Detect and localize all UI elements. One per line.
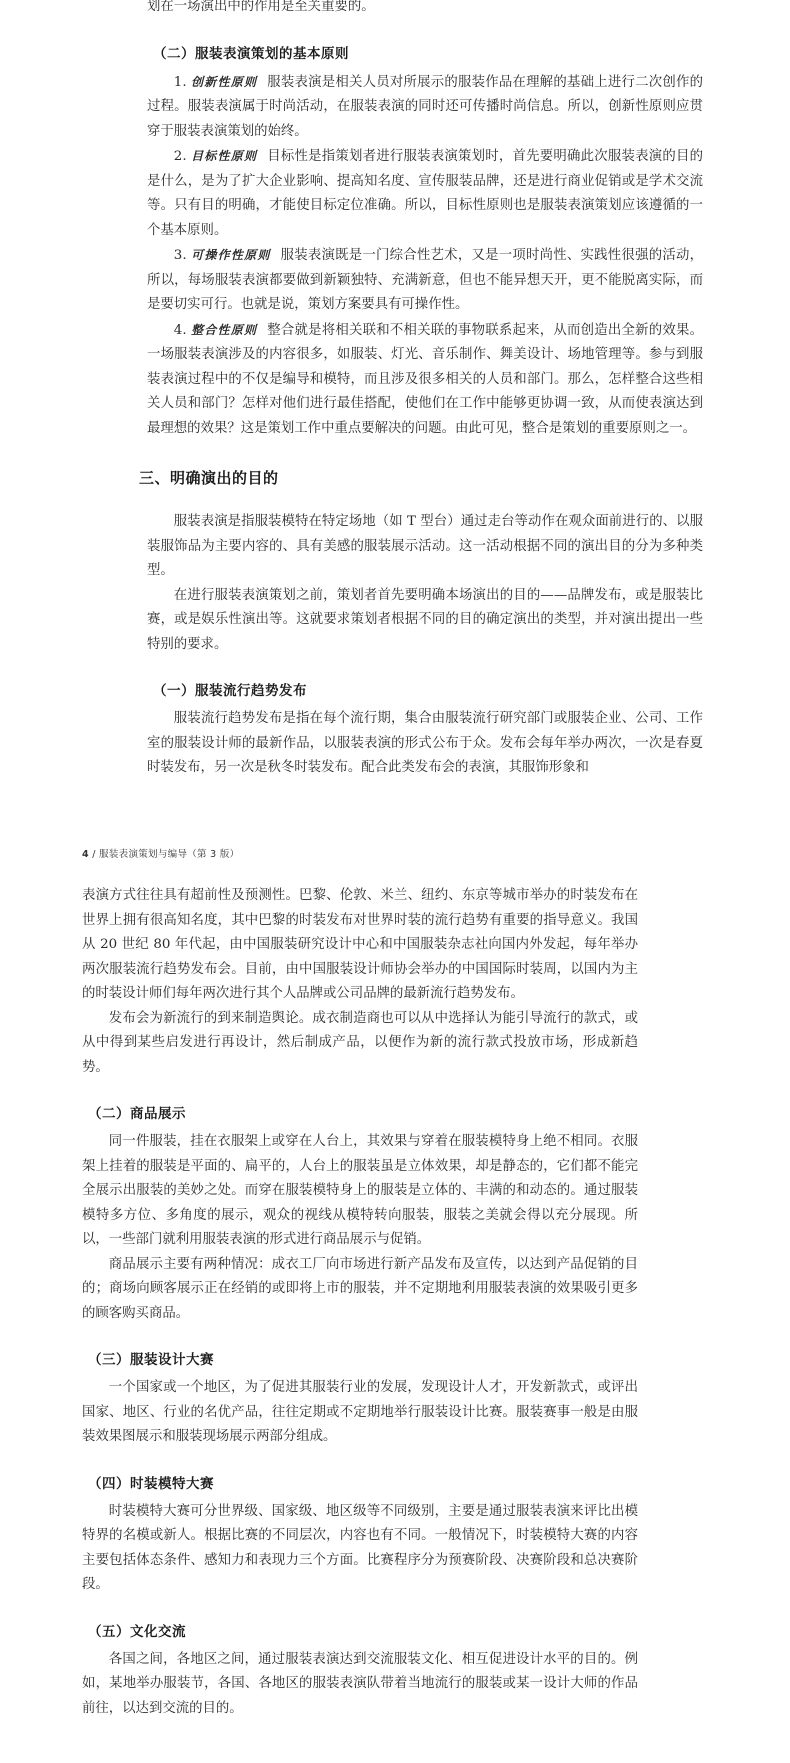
principle-text: 服装表演是相关人员对所展示的服装作品在理解的基础上进行二次创作的过程。服装表演属于时尚活动，在服装表演的同时还可传播时尚信息。所以，创新性原则应贯穿于服装表演策划的始终。 bbox=[147, 74, 703, 139]
continuation-paragraph: 表演方式往往具有超前性及预测性。巴黎、伦敦、米兰、纽约、东京等城市举办的时装发布在世界上拥有很高知名度，其中巴黎的时装发布对世界时装的流行趋势有重要的指导意义。我国从 20 世纪 80 年代起，由中国服装研究设计中心和中国服装杂志社向国内外发起，每年举办两次服装流行趋势发布会。目前，由中国服装设计师协会举办的中国国际时装周，以国内为主的时装设计师们每年两次进行其个人品牌或公司品牌的最新流行趋势发布。 bbox=[82, 888, 638, 1001]
principle-text: 服装表演既是一门综合性艺术，又是一项时尚性、实践性很强的活动，所以，每场服装表演都要做到新颖独特、充满新意，但也不能异想天开，更不能脱离实际，而是要切实可行。也就是说，策划方案要具有可操作性。 bbox=[147, 248, 703, 312]
principle-number: 1. bbox=[173, 74, 187, 90]
principle-4 bbox=[147, 318, 703, 442]
principle-term: 整合性原则 bbox=[191, 322, 258, 337]
principle-1 bbox=[147, 70, 703, 145]
chapter3-paragraph-2: 在进行服装表演策划之前，策划者首先要明确本场演出的目的——品牌发布，或是服装比赛，或是娱乐性演出等。这就要求策划者根据不同的目的确定演出的类型，并对演出提出一些特别的要求。 bbox=[147, 587, 703, 652]
book-title: / 服装表演策划与编导（第 3 版） bbox=[88, 849, 240, 860]
sub2-paragraph-2: 商品展示主要有两种情况：成衣工厂向市场进行新产品发布及宣传，以达到产品促销的目的；商场向顾客展示正在经销的或即将上市的服装，并不定期地利用服装表演的效果吸引更多的顾客购买商品。 bbox=[82, 1256, 638, 1321]
sub3-heading: （三）服装设计大赛 bbox=[88, 1352, 214, 1368]
chapter3-paragraph-1: 服装表演是指服装模特在特定场地（如 T 型台）通过走台等动作在观众面前进行的、以服装服饰品为主要内容的、具有美感的服装展示活动。这一活动根据不同的演出目的分为多种类型。 bbox=[147, 514, 703, 578]
sub2-paragraph-1: 同一件服装，挂在衣服架上或穿在人台上，其效果与穿着在服装模特身上绝不相同。衣服架上挂着的服装是平面的、扁平的，人台上的服装虽是立体效果，却是静态的，它们都不能完全展示出服装的美妙之处。而穿在服装模特身上的服装是立体的、丰满的和动态的。通过服装模特多方位、多角度的展示，观众的视线从模特转向服装，服装之美就会得以充分展现。所以，一些部门就利用服装表演的形式进行商品展示与促销。 bbox=[82, 1134, 638, 1247]
page-upper-column bbox=[139, 0, 703, 781]
book-page-lower bbox=[0, 800, 790, 1763]
book-page-upper bbox=[0, 0, 790, 790]
sub4-paragraph: 时装模特大赛可分世界级、国家级、地区级等不同级别，主要是通过服装表演来评比出模特界的名模或新人。根据比赛的不同层次，内容也有不同。一般情况下，时装模特大赛的内容主要包括体态条件、感知力和表现力三个方面。比赛程序分为预赛阶段、决赛阶段和总决赛阶段。 bbox=[82, 1503, 638, 1592]
principle-text: 整合就是将相关联和不相关联的事物联系起来，从而创造出全新的效果。一场服装表演涉及的内容很多，如服装、灯光、音乐制作、舞美设计、场地管理等。参与到服装表演过程中的不仅是编导和模特，而且涉及很多相关的人员和部门。那么，怎样整合这些相关人员和部门？怎样对他们进行最佳搭配，使他们在工作中能够更协调一致，从而使表演达到最理想的效果？这是策划工作中重点要解决的问题。由此可见，整合是策划的重要原则之一。 bbox=[147, 322, 703, 436]
continuation-paragraph-2: 发布会为新流行的到来制造舆论。成衣制造商也可以从中选择认为能引导流行的款式，或从中得到某些启发进行再设计，然后制成产品，以便作为新的流行款式投放市场，形成新趋势。 bbox=[82, 1010, 638, 1075]
principle-term: 可操作性原则 bbox=[191, 248, 271, 262]
sub5-heading: （五）文化交流 bbox=[88, 1623, 186, 1640]
principle-number: 4. bbox=[173, 322, 187, 338]
principle-term: 目标性原则 bbox=[191, 149, 258, 163]
principle-3 bbox=[147, 243, 703, 318]
principle-term: 创新性原则 bbox=[191, 74, 258, 89]
section2-heading: （二）服装表演策划的基本原则 bbox=[153, 45, 349, 62]
running-header bbox=[82, 846, 239, 860]
sub1-paragraph: 服装流行趋势发布是指在每个流行期，集合由服装流行研究部门或服装企业、公司、工作室的服装设计师的最新作品，以服装表演的形式公布于众。发布会每年举办两次，一次是春夏时装发布，另一次是秋冬时装发布。配合此类发布会的表演，其服饰形象和 bbox=[147, 711, 703, 775]
sub5-paragraph: 各国之间，各地区之间，通过服装表演达到交流服装文化、相互促进设计水平的目的。例如，某地举办服装节，各国、各地区的服装表演队带着当地流行的服装或某一设计大师的作品前往，以达到交流的目的。 bbox=[82, 1651, 638, 1716]
principle-number: 2. bbox=[173, 149, 187, 164]
page-lower-column bbox=[82, 884, 638, 1721]
lead-line: 划在一场演出中的作用是至关重要的。 bbox=[147, 0, 375, 14]
sub4-heading: （四）时装模特大赛 bbox=[88, 1475, 214, 1492]
sub2-heading: （二）商品展示 bbox=[88, 1106, 186, 1122]
page-number: 4 bbox=[82, 849, 89, 860]
principle-2 bbox=[147, 144, 703, 243]
chapter3-heading: 三、明确演出的目的 bbox=[139, 469, 279, 487]
sub3-paragraph: 一个国家或一个地区，为了促进其服装行业的发展，发现设计人才，开发新款式，或评出国家、地区、行业的名优产品，往往定期或不定期地举行服装设计比赛。服装赛事一般是由服装效果图展示和服装现场展示两部分组成。 bbox=[82, 1380, 638, 1444]
principle-number: 3. bbox=[173, 248, 187, 263]
sub1-heading: （一）服装流行趋势发布 bbox=[153, 683, 307, 699]
principle-text: 目标性是指策划者进行服装表演策划时，首先要明确此次服装表演的目的是什么，是为了扩大企业影响、提高知名度、宣传服装品牌，还是进行商业促销或是学术交流等。只有目的明确，才能使目标定位准确。所以，目标性原则也是服装表演策划应该遵循的一个基本原则。 bbox=[147, 149, 703, 238]
